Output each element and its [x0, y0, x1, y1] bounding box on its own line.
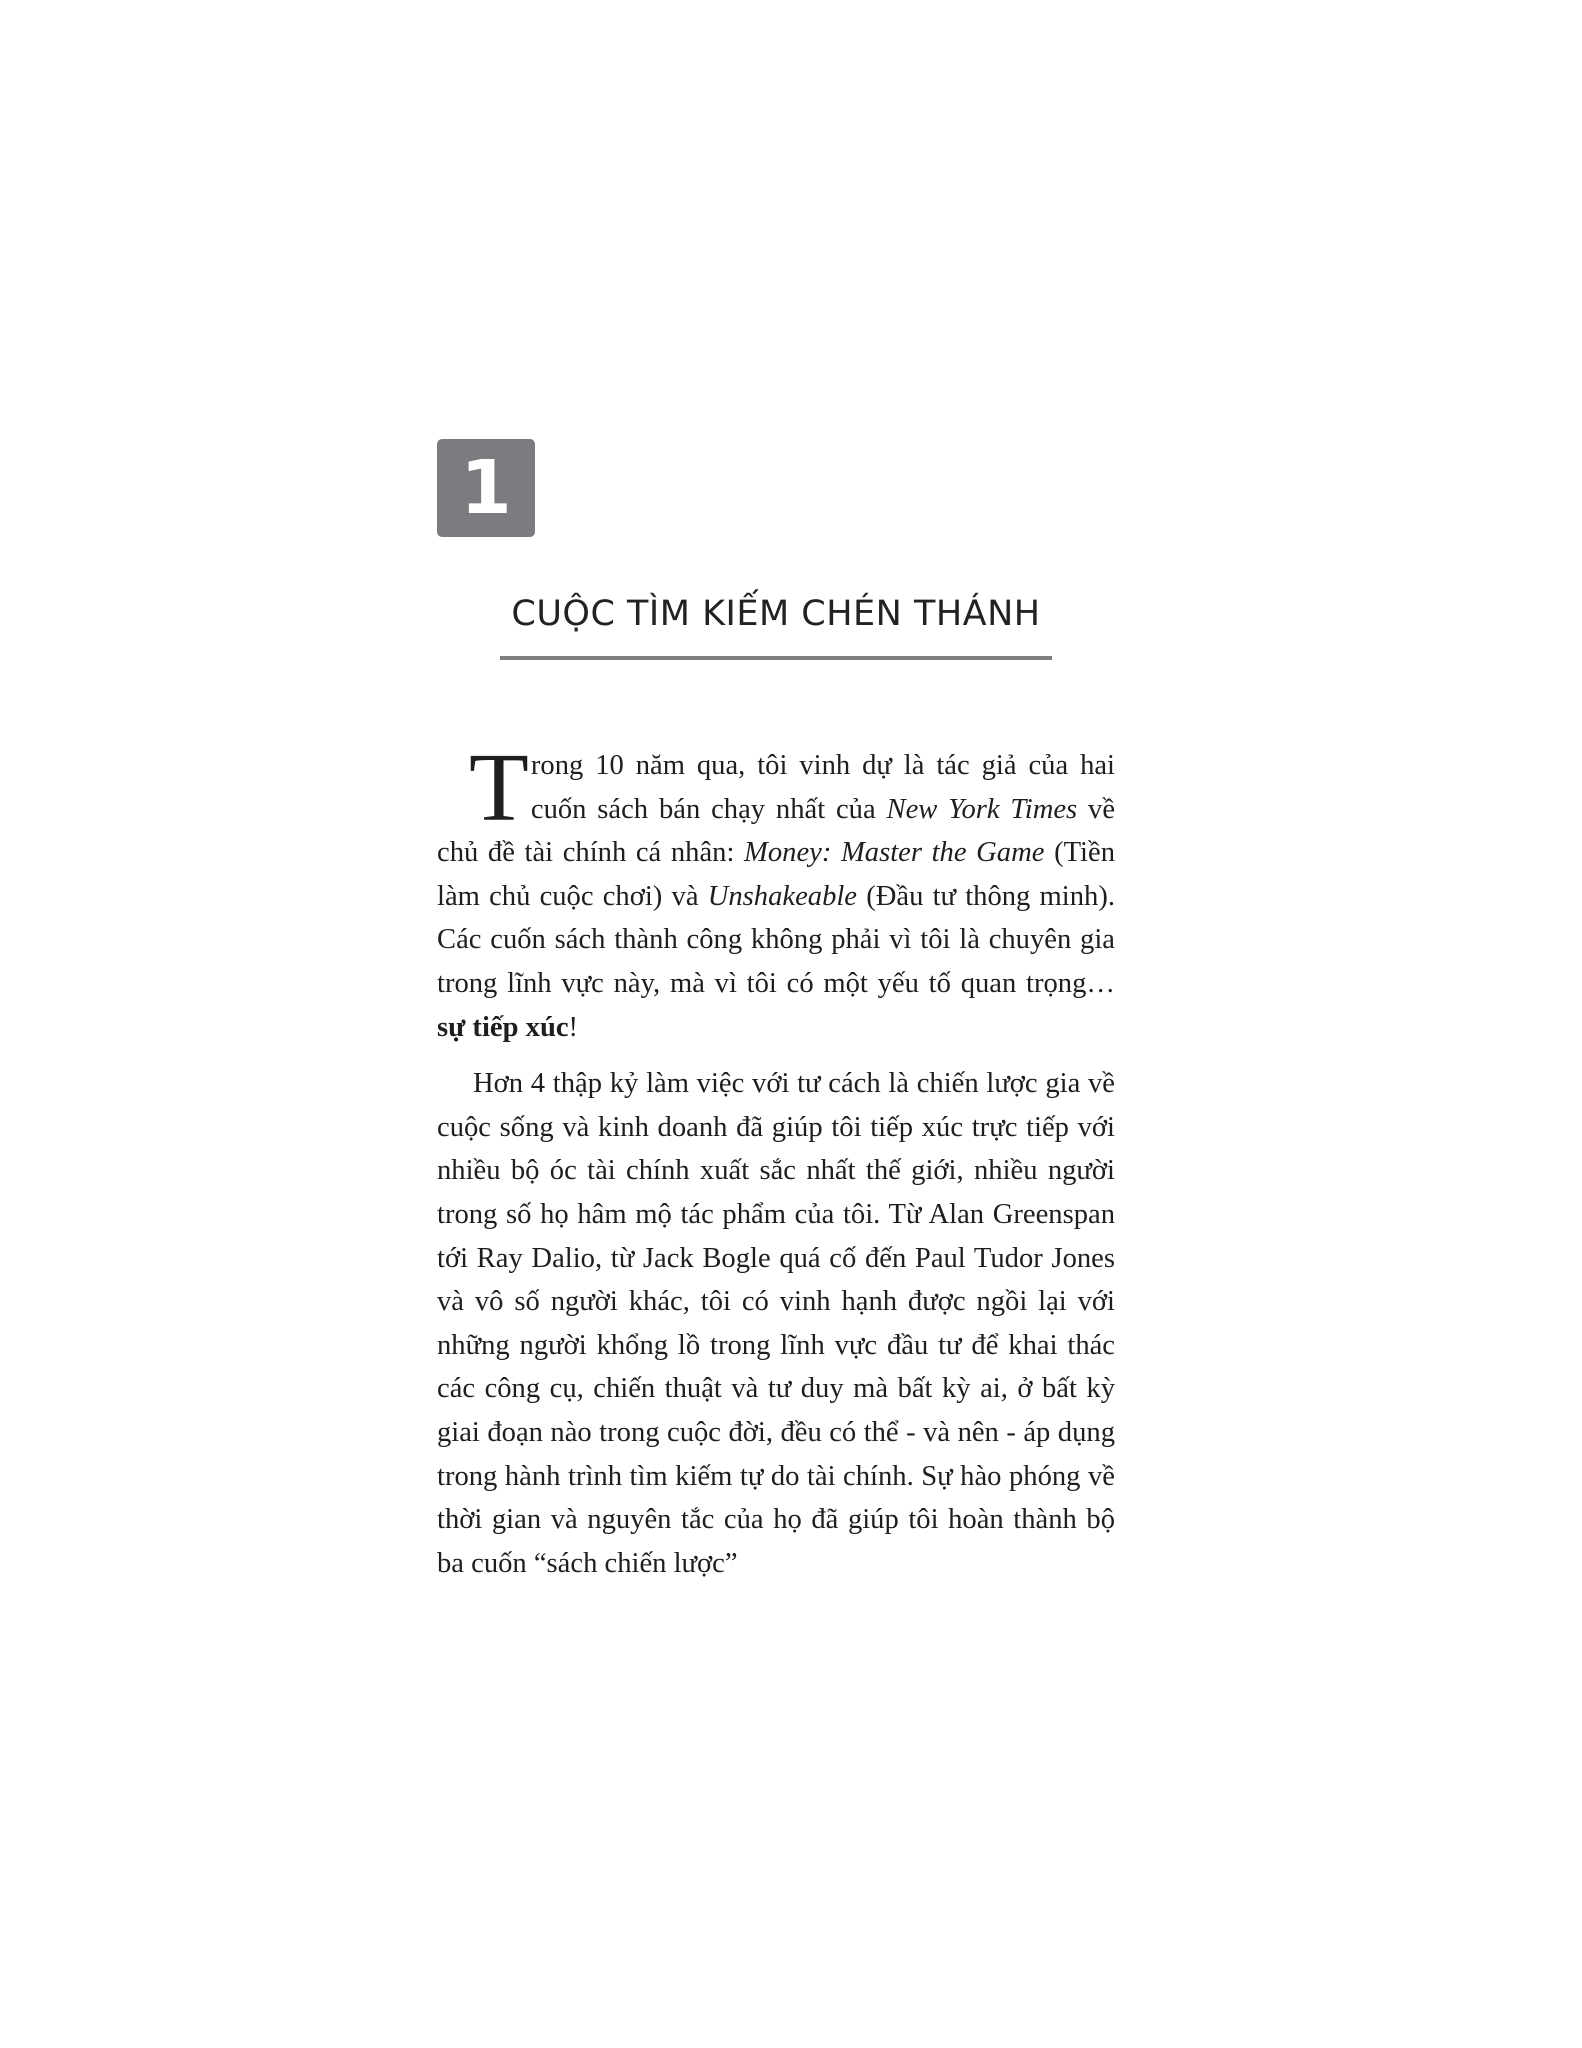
- bold-phrase: sự tiếp xúc: [437, 1011, 569, 1043]
- paragraph-1-text-4: (Đầu tư thông minh). Các cuốn sách thành công không phải vì tôi là chuyên gia trong lĩnh vực này, mà vì tôi có một yếu tố quan trọng…: [437, 880, 1115, 999]
- italic-title-money: Money: Master the Game: [744, 837, 1045, 869]
- paragraph-1-text-5: !: [568, 1011, 579, 1043]
- chapter-title: CUỘC TÌM KIẾM CHÉN THÁNH: [511, 594, 1041, 634]
- chapter-number-badge: 1: [437, 439, 535, 537]
- paragraph-1-text-3: (Tiền làm chủ cuộc chơi) và: [437, 837, 1115, 912]
- body-text: [437, 734, 1116, 1585]
- paragraph-2: Hơn 4 thập kỷ làm việc với tư cách là chiến lược gia về cuộc sống và kinh doanh đã giúp tôi tiếp xúc trực tiếp với nhiều bộ óc tài chính xuất sắc nhất thế giới, nhiều người trong số họ hâm mộ tác phẩm của tôi. Từ Alan Greenspan tới Ray Dalio, từ Jack Bogle quá cố đến Paul Tudor Jones và vô số người khác, tôi có vinh hạnh được ngồi lại với những người khổng lồ trong lĩnh vực đầu tư để khai thác các công cụ, chiến thuật và tư duy mà bất kỳ ai, ở bất kỳ giai đoạn nào trong cuộc đời, đều có thể - và nên - áp dụng trong hành trình tìm kiếm tự do tài chính. Sự hào phóng về thời gian và nguyên tắc của họ đã giúp tôi hoàn thành bộ ba cuốn “sách chiến lược”: [437, 1068, 1115, 1579]
- paragraph-1-text-1: rong 10 năm qua, tôi vinh dự là tác giả của hai cuốn sách bán chạy nhất của: [530, 750, 1115, 825]
- drop-cap: T: [469, 734, 529, 842]
- paragraph-1-text-2: về chủ đề tài chính cá nhân:: [437, 793, 1116, 869]
- paragraph-1: [437, 734, 1116, 1049]
- italic-title-unshakeable: Unshakeable: [707, 880, 857, 912]
- title-underline: [500, 656, 1052, 660]
- italic-title-nyt: New York Times: [886, 793, 1078, 825]
